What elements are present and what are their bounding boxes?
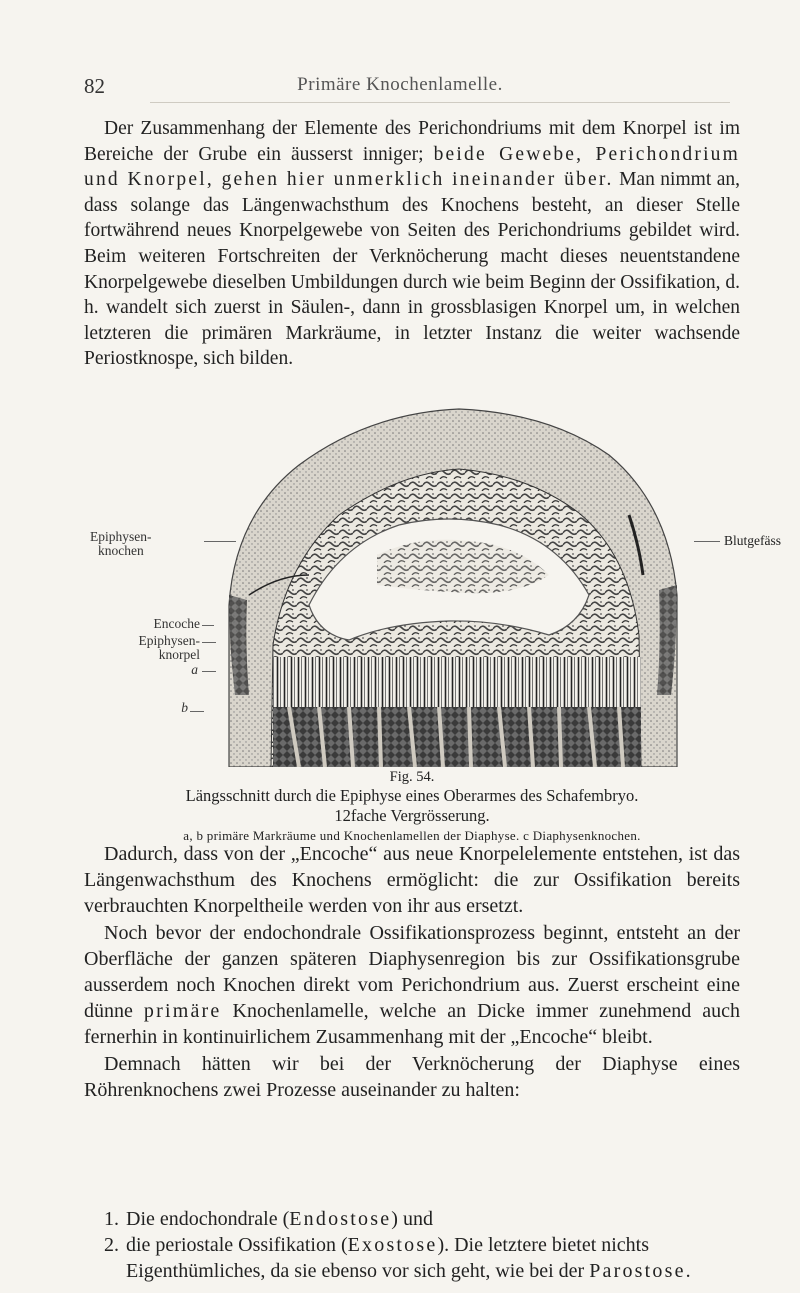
figure-labels [84, 395, 204, 767]
list-item-number: 1. [104, 1208, 119, 1230]
paragraph-main-sentence-1: Dadurch, dass von der „Encoche“ aus neue Knorpelelemente entstehen, ist das Längenwachsthum des Knochens ermöglicht: die zur Ossifikation bereits verbrauchten Knorpeltheile werden von ihr aus ersetzt. [84, 843, 740, 918]
list-item-text-middle: ). Die letztere bietet nichts Eigenthümliches, da sie ebenso vor sich geht, wie bei der [126, 1234, 650, 1282]
leader-blutgefaess [694, 541, 720, 542]
figure-54 [84, 395, 781, 767]
label-a: a [191, 662, 198, 677]
list-item [104, 1206, 744, 1232]
caption-line-1: Längsschnitt durch die Epiphyse eines Oberarmes des Schafembryo. [185, 786, 639, 805]
label-epiphysenknorpel [139, 634, 201, 662]
paragraph-intro-part-c: Man nimmt an, dass solange das Längenwachsthum des Knochens besteht, an dieser Stelle fortwährend neues Knorpelgewebe von Seiten des Perichondriums gebildet wird. Beim weiteren Fortschreiten der Verknöcherung macht dieses neuentstandene Knorpelgewebe dieselben Umbildungen durch wie beim Beginn der Ossifikation, d. h. wandelt sich zuerst in Säulen-, dann in grossblasigen Knorpel um, in welchen letzteren die primären Markräume, in letzter Instanz die weiter wachsende Periostknospe, sich bilden. [84, 169, 740, 370]
paragraph-intro-part-a: Der Zusammenhang der Elemente des Perichondriums mit dem Knorpel ist im Bereiche der Grube ein äusserst inniger; [84, 118, 740, 165]
caption-line-2: 12fache Vergrösserung. [334, 806, 490, 825]
label-epiphysenknorpel-line1: Epiphysen- [138, 633, 200, 648]
figure-caption [84, 768, 740, 846]
figure-number: Fig. 54. [389, 769, 435, 785]
caption-line-3: a, b primäre Markräume und Knochenlamellen der Diaphyse. c Diaphysenknochen. [183, 828, 641, 843]
process-list [104, 1206, 744, 1284]
list-item-text-end: ) und [391, 1208, 433, 1230]
list-item [104, 1232, 744, 1284]
paragraph-main-sentence-3: Demnach hätten wir bei der Verknöcherung der Diaphyse eines Röhrenknochens zwei Prozesse auseinander zu halten: [84, 1052, 740, 1101]
list-item-text-end: . [685, 1260, 691, 1282]
label-epiphysenknochen-line2: knochen [98, 543, 144, 558]
paragraph-main-sentence-2-rest: Knochenlamelle, welche an Dicke immer zunehmend auch fernerhin in kontinuirlichem Zusammenhang mit der „Encoche“ bleibt. [84, 1000, 741, 1049]
page-number: 82 [84, 74, 105, 98]
label-epiphysenknochen-line1: Epiphysen- [90, 529, 152, 544]
paragraph-main-spaced-term: primäre [143, 1000, 222, 1023]
running-head: Primäre Knochenlamelle. [297, 74, 503, 95]
list-item-spaced-term: Endostose [289, 1208, 392, 1230]
label-epiphysenknorpel-line2: knorpel [158, 647, 200, 662]
paragraph-intro [84, 116, 740, 372]
histology-illustration [199, 395, 709, 767]
paragraph-intro-part-b: beide Gewebe, Perichondrium und Knorpel, gehen hier unmerklich ineinander über. [84, 143, 741, 191]
label-b: b [181, 700, 188, 715]
label-epiphysenknochen [90, 530, 190, 558]
label-encoche: Encoche [153, 616, 200, 631]
label-blutgefaess: Blutgefäss [724, 533, 781, 548]
list-item-spaced-term: Exostose [347, 1234, 438, 1256]
list-item-spaced-term-2: Parostose [589, 1260, 686, 1282]
paragraph-main-sentence-2: Noch bevor der endochondrale Ossifikationsprozess beginnt, entsteht an der Oberfläche der ganzen späteren Diaphysenregion bis zur Ossifikationsgrube ausserdem noch Knochen direkt vom Perichondrium aus. Zuerst erscheint eine dünne [84, 921, 740, 1023]
list-item-text: Die endochondrale ( [126, 1208, 290, 1230]
list-item-number: 2. [104, 1234, 119, 1256]
paragraph-main [84, 841, 740, 1103]
header-rule [150, 102, 730, 103]
list-item-text: die periostale Ossifikation ( [126, 1234, 348, 1256]
